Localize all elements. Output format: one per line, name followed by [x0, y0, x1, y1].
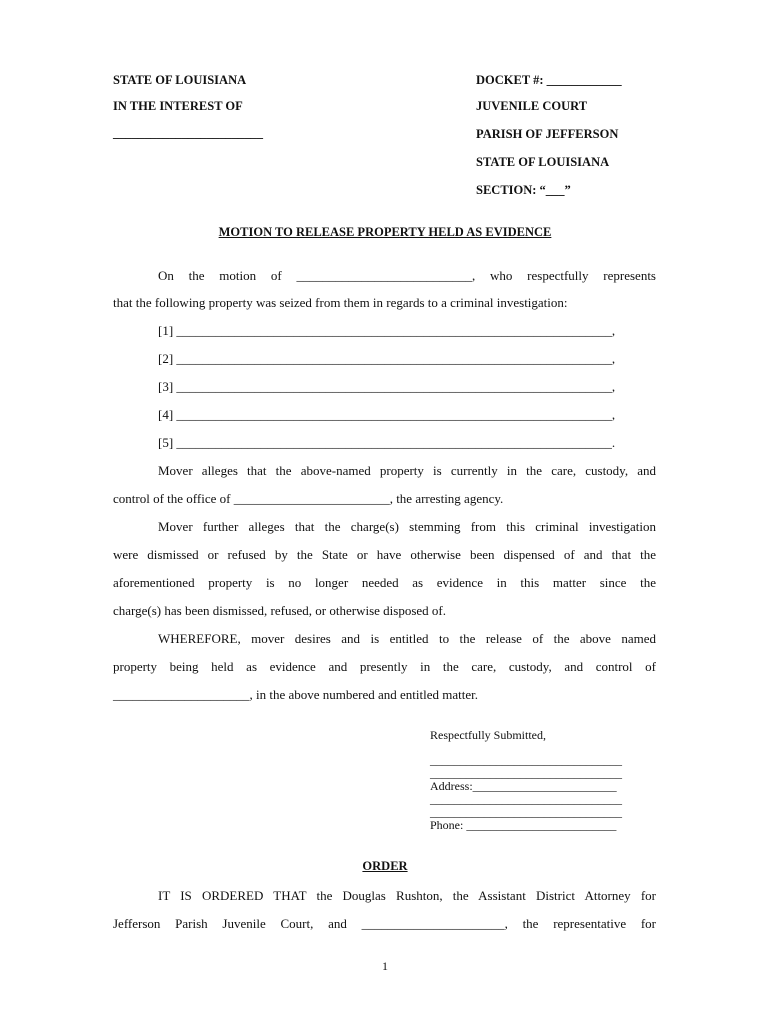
order-line-1: IT IS ORDERED THAT the Douglas Rushton, the Assistant District Attorney for: [158, 888, 656, 903]
signature-line: ________________________________: [430, 753, 622, 767]
paragraph-3-line-2: were dismissed or refused by the State or have otherwise been dispensed of and that the: [113, 547, 656, 562]
property-item-3: [3] ___________________________________________________________________,: [158, 379, 616, 394]
paragraph-1-line-2: that the following property was seized from them in regards to a criminal investigation:: [113, 295, 568, 310]
paragraph-3-line-1: Mover further alleges that the charge(s) stemming from this criminal investigation: [158, 519, 656, 534]
paragraph-4-line-1: WHEREFORE, mover desires and is entitled to the release of the above named: [158, 631, 656, 646]
paragraph-2-line-1: Mover alleges that the above-named property is currently in the care, custody, and: [158, 463, 656, 478]
property-item-1: [1] ___________________________________________________________________,: [158, 323, 616, 338]
header-court: JUVENILE COURT: [476, 99, 588, 113]
header-section: SECTION: “___”: [476, 183, 571, 197]
page-number: 1: [382, 959, 388, 973]
property-item-5: [5] ___________________________________________________________________.: [158, 435, 616, 450]
order-line-2: Jefferson Parish Juvenile Court, and ______________________, the representative for: [113, 916, 656, 931]
paragraph-2-line-2: control of the office of ________________________, the arresting agency.: [113, 491, 504, 506]
header-interest-blank: ________________________: [113, 126, 263, 140]
paragraph-3-line-4: charge(s) has been dismissed, refused, or otherwise disposed of.: [113, 603, 446, 618]
header-state-left: STATE OF LOUISIANA: [113, 73, 247, 87]
respectfully-submitted: Respectfully Submitted,: [430, 728, 546, 742]
paragraph-4-line-2: property being held as evidence and presently in the care, custody, and control of: [113, 659, 656, 674]
paragraph-3-line-3: aforementioned property is no longer needed as evidence in this matter since the: [113, 575, 656, 590]
paragraph-4-line-3: _____________________, in the above numbered and entitled matter.: [113, 687, 479, 702]
header-parish: PARISH OF JEFFERSON: [476, 127, 619, 141]
paragraph-1-line-1: On the motion of ___________________________, who respectfully represents: [158, 268, 656, 283]
phone-line: Phone: _________________________: [430, 818, 617, 832]
order-title: ORDER: [362, 859, 408, 873]
address-line-2: ________________________________: [430, 792, 622, 806]
header-docket: DOCKET #: ____________: [476, 73, 622, 87]
name-line: ________________________________: [430, 766, 622, 780]
address-line-3: ________________________________: [430, 805, 622, 819]
property-item-2: [2] ___________________________________________________________________,: [158, 351, 616, 366]
property-item-4: [4] ___________________________________________________________________,: [158, 407, 616, 422]
header-interest-of: IN THE INTEREST OF: [113, 99, 243, 113]
header-state-right: STATE OF LOUISIANA: [476, 155, 610, 169]
motion-title: MOTION TO RELEASE PROPERTY HELD AS EVIDENCE: [218, 225, 552, 239]
address-line: Address:________________________: [430, 779, 617, 793]
